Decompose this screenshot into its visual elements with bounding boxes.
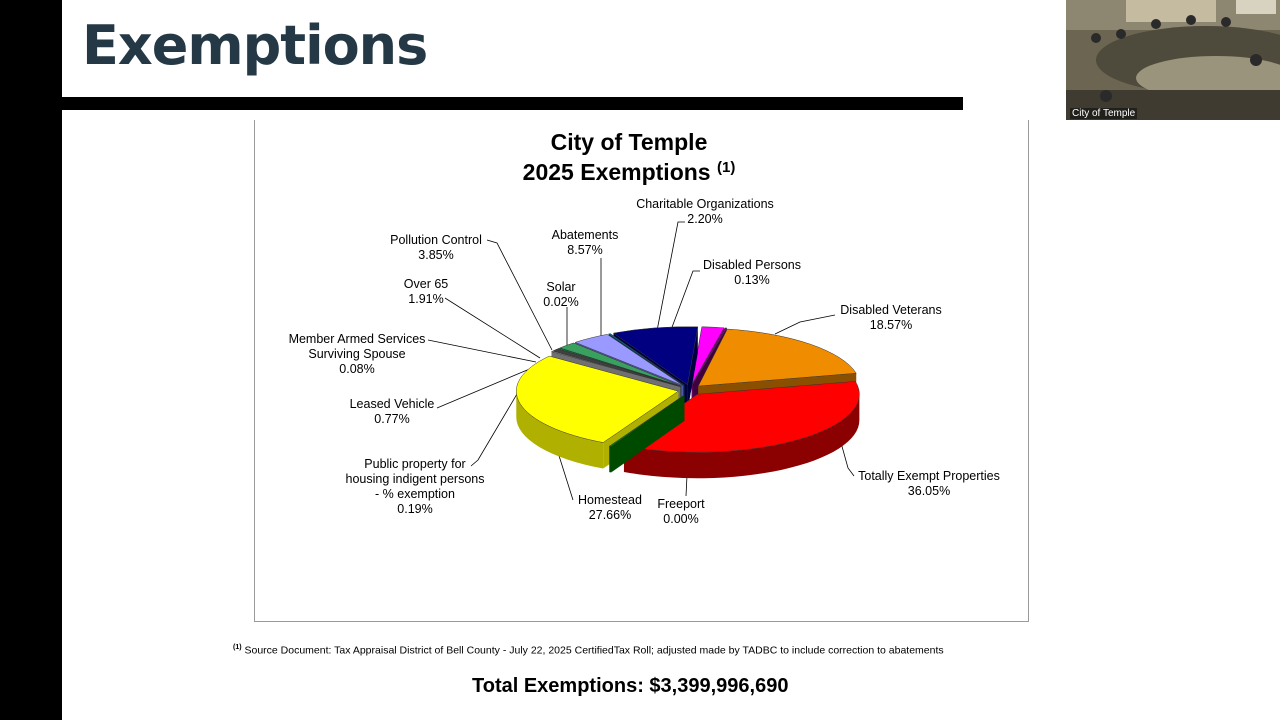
total-exemptions: Total Exemptions: $3,399,996,690: [472, 675, 789, 697]
label-disabled-persons-pct: 0.13%: [734, 273, 770, 287]
slide-title: Exemptions: [82, 14, 428, 77]
label-leased-vehicle-name: Leased Vehicle: [349, 397, 435, 411]
label-armed-services-pct: 0.08%: [339, 362, 375, 376]
label-armed-services-line1: Member Armed Services: [288, 332, 426, 346]
label-over-65: [396, 277, 456, 307]
watermark: [1098, 655, 1226, 677]
label-disabled-persons: [696, 258, 808, 288]
leader-armed-services: [428, 340, 536, 362]
council-chamber-image: [1066, 0, 1280, 120]
label-disabled-persons-name: Disabled Persons: [703, 258, 801, 272]
label-disabled-veterans-pct: 18.57%: [869, 318, 913, 332]
footnote: [233, 644, 944, 657]
label-disabled-veterans-name: Disabled Veterans: [840, 303, 942, 317]
label-totally-exempt-pct: 36.05%: [907, 484, 951, 498]
label-over-65-pct: 1.91%: [408, 292, 444, 306]
leader-charitable: [656, 222, 685, 336]
label-homestead-pct: 27.66%: [588, 508, 632, 522]
label-abatements-name: Abatements: [551, 228, 619, 242]
label-abatements: [545, 228, 625, 258]
label-solar: [536, 280, 586, 310]
label-charitable-pct: 2.20%: [687, 212, 723, 226]
chart-title-line2-text: 2025 Exemptions: [522, 159, 711, 185]
video-feed[interactable]: [1066, 0, 1280, 120]
label-solar-pct: 0.02%: [543, 295, 579, 309]
label-homestead: [570, 493, 650, 523]
label-pollution-name: Pollution Control: [390, 233, 482, 247]
label-abatements-pct: 8.57%: [567, 243, 603, 257]
label-pollution-control: [380, 233, 492, 263]
video-caption: City of Temple: [1072, 108, 1136, 119]
label-public-property-line1: Public property for: [364, 457, 466, 471]
label-totally-exempt-name: Totally Exempt Properties: [858, 469, 1000, 483]
label-homestead-name: Homestead: [578, 493, 642, 507]
label-solar-name: Solar: [546, 280, 576, 294]
leader-over-65: [445, 298, 540, 358]
footnote-text: Source Document: Tax Appraisal District of Bell County - July 22, 2025 CertifiedTax Roll; adjusted made by TADBC to include correction to abatements: [241, 644, 944, 657]
label-armed-services-line2: Surviving Spouse: [308, 347, 406, 361]
footnote-mark: (1): [233, 644, 242, 651]
label-disabled-veterans: [832, 303, 950, 333]
label-leased-vehicle-pct: 0.77%: [374, 412, 410, 426]
label-pollution-pct: 3.85%: [418, 248, 454, 262]
leader-disabled-veterans: [775, 315, 835, 334]
label-public-property-line3: - % exemption: [375, 487, 455, 501]
label-freeport-pct: 0.00%: [663, 512, 699, 526]
label-totally-exempt: [854, 469, 1004, 499]
label-leased-vehicle: [342, 397, 442, 427]
label-public-property: [335, 457, 495, 517]
chart-title-note: (1): [716, 159, 736, 176]
label-public-property-pct: 0.19%: [397, 502, 433, 516]
label-freeport-name: Freeport: [657, 497, 705, 511]
label-charitable: [630, 197, 780, 227]
label-freeport: [646, 497, 716, 527]
chart-title-line1: City of Temple: [550, 129, 708, 155]
label-over-65-name: Over 65: [403, 277, 449, 291]
label-armed-services: [282, 332, 432, 377]
label-public-property-line2: housing indigent persons: [345, 472, 485, 486]
label-charitable-name: Charitable Organizations: [636, 197, 774, 211]
